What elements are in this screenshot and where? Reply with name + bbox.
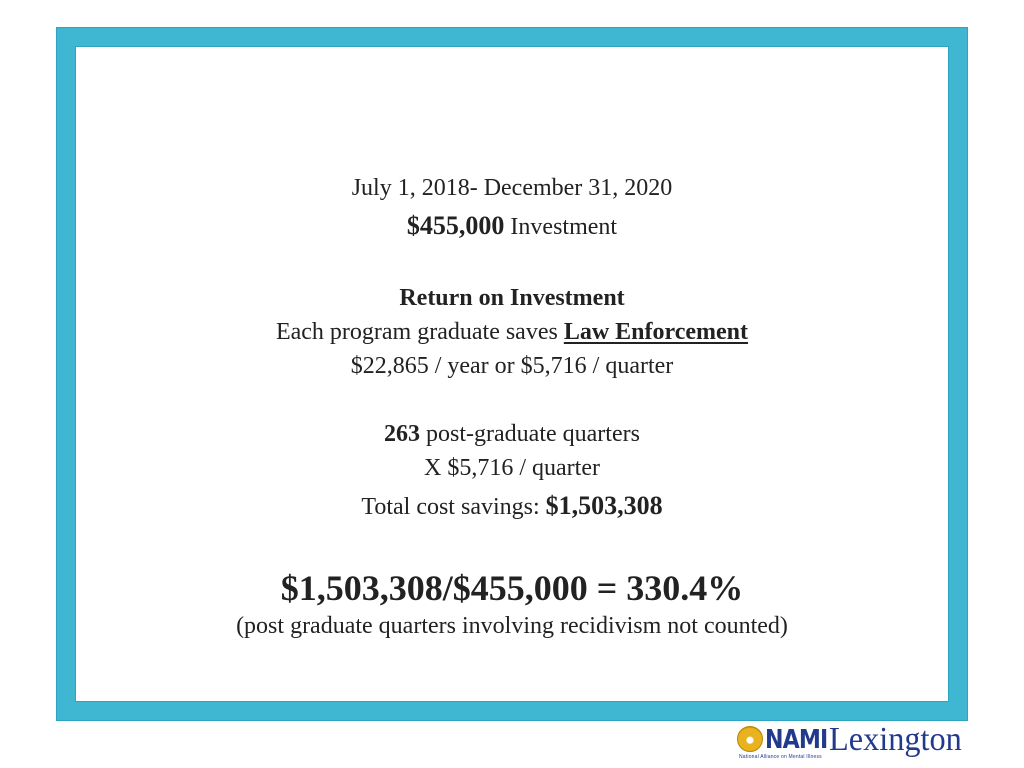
savings-prefix: Each program graduate saves <box>275 319 564 345</box>
investment-line <box>76 211 948 241</box>
savings-entity: Law Enforcement <box>563 319 749 345</box>
slide-content <box>76 47 948 701</box>
investment-amount: $455,000 <box>406 211 505 240</box>
quarters-count: 263 <box>384 421 421 447</box>
logo-emblem-icon <box>737 726 763 752</box>
quarters-line <box>76 421 948 448</box>
total-label: Total cost savings: <box>361 494 546 520</box>
total-value: $1,503,308 <box>545 491 663 520</box>
roi-formula: $1,503,308/$455,000 = 330.4% <box>280 568 744 608</box>
multiplier-line: X $5,716 / quarter <box>424 455 600 481</box>
date-range: July 1, 2018- December 31, 2020 <box>351 175 673 201</box>
slide-frame <box>56 27 968 721</box>
roi-heading: Return on Investment <box>399 285 625 311</box>
slide-panel <box>75 46 949 702</box>
savings-rate: $22,865 / year or $5,716 / quarter <box>350 353 674 379</box>
savings-line <box>76 319 948 346</box>
logo-nami-text: NAMI <box>765 725 828 755</box>
logo-tagline: National Alliance on Mental Illness <box>739 754 822 760</box>
logo-city-text: Lexington <box>829 721 962 758</box>
nami-lexington-logo <box>737 721 969 764</box>
quarters-label: post-graduate quarters <box>420 421 640 447</box>
footnote: (post graduate quarters involving recidivism not counted) <box>236 613 788 639</box>
total-line <box>76 491 948 521</box>
investment-label: Investment <box>504 214 618 240</box>
